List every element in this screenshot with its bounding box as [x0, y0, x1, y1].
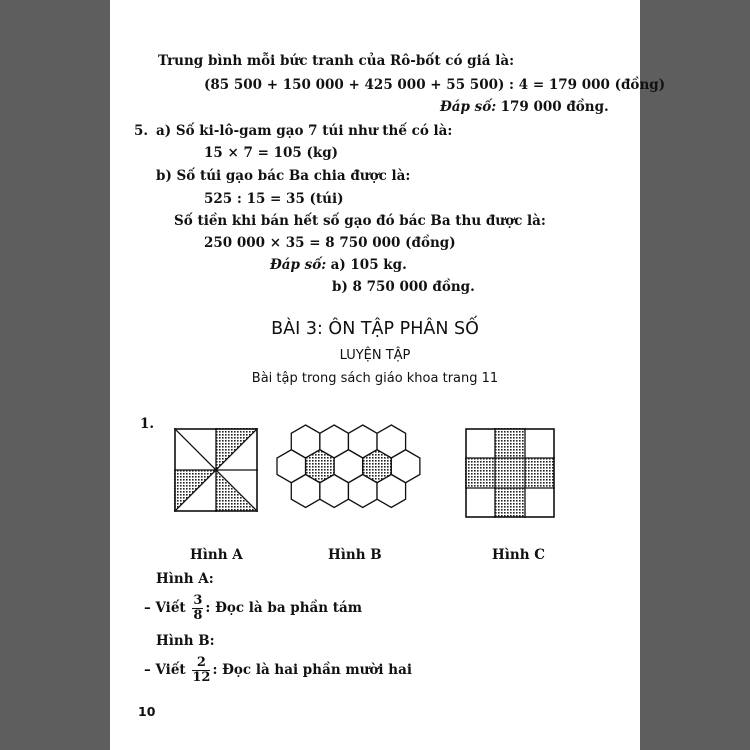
answer-heading: Hình B: [156, 633, 215, 649]
text-line: Số tiền khi bán hết số gạo đó bác Ba thu được là: [174, 213, 546, 229]
denominator: 12 [192, 670, 211, 685]
figure-b [276, 424, 436, 516]
text-line: Trung bình mỗi bức tranh của Rô-bốt có giá là: [158, 53, 515, 69]
exercise-number: 1. [140, 416, 155, 432]
page-number: 10 [138, 704, 156, 719]
answer-reading: : Đọc là ba phần tám [205, 600, 363, 616]
answer-line [144, 592, 362, 624]
answer-line [440, 98, 609, 116]
figure-c-caption: Hình C [492, 547, 545, 563]
numerator: 2 [192, 656, 210, 671]
fraction [192, 656, 210, 685]
answer-prefix: – Viết [144, 600, 186, 616]
hexagon-grid [277, 425, 420, 508]
calculation-line: 250 000 × 35 = 8 750 000 (đồng) [204, 235, 456, 251]
answer-reading: : Đọc là hai phần mười hai [212, 662, 412, 678]
numerator: 3 [193, 593, 203, 608]
answer-line [270, 256, 407, 274]
text-line: a) Số ki-lô-gam gạo 7 túi như thế có là: [156, 123, 453, 139]
answer-label: Đáp số: [270, 257, 327, 273]
text-line: b) Số túi gạo bác Ba chia được là: [156, 168, 411, 184]
calculation-line: (85 500 + 150 000 + 425 000 + 55 500) : 4 = 179 000 (đồng) [204, 77, 666, 93]
answer-prefix: – Viết [144, 662, 186, 678]
lesson-title: BÀI 3: ÔN TẬP PHÂN SỐ [271, 319, 479, 339]
lesson-subtitle: LUYỆN TẬP [339, 348, 411, 363]
figure-a [174, 428, 258, 512]
answer-value: b) 8 750 000 đồng. [332, 279, 475, 295]
answer-value: 179 000 đồng. [500, 99, 609, 115]
figure-c [465, 428, 555, 518]
question-number: 5. [134, 123, 149, 139]
calculation-line: 15 × 7 = 105 (kg) [204, 145, 339, 161]
left-margin-bar [0, 0, 110, 750]
figure-a-caption: Hình A [190, 547, 243, 563]
calculation-line: 525 : 15 = 35 (túi) [204, 191, 344, 207]
answer-line [144, 654, 412, 686]
answer-label: Đáp số: [440, 99, 497, 115]
denominator: 8 [193, 608, 203, 623]
answer-value: a) 105 kg. [330, 257, 407, 273]
right-margin-bar [640, 0, 750, 750]
answer-heading: Hình A: [156, 571, 214, 587]
lesson-note: Bài tập trong sách giáo khoa trang 11 [251, 371, 499, 386]
figure-b-caption: Hình B [328, 547, 382, 563]
book-page [110, 0, 666, 750]
fraction [192, 594, 203, 623]
